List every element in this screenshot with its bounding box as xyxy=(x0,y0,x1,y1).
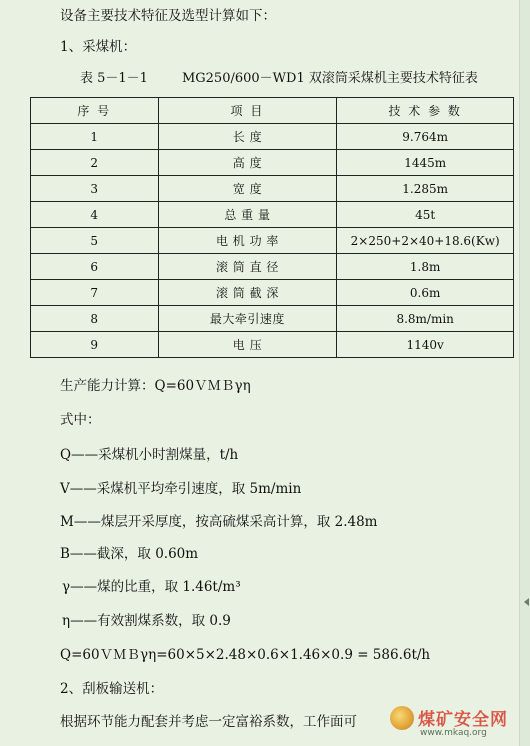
intro-text: 设备主要技术特征及选型计算如下： xyxy=(60,8,276,24)
definition-v: V——采煤机平均牵引速度，取 5m/min xyxy=(60,481,302,497)
watermark-title: 煤矿安全网 xyxy=(418,710,508,730)
row-value: 1140v xyxy=(337,332,514,358)
table-header-row xyxy=(31,98,514,124)
row-index: 3 xyxy=(31,176,159,202)
row-index: 6 xyxy=(31,254,159,280)
spec-table xyxy=(30,97,514,358)
row-item: 电 压 xyxy=(158,332,337,358)
row-value: 9.764m xyxy=(337,124,514,150)
capacity-result: Q=60ＶＭＢγη=60×5×2.48×0.6×1.46×0.9 = 586.6t/h xyxy=(60,647,431,663)
row-item: 滚 筒 截 深 xyxy=(158,280,337,306)
header-index: 序 号 xyxy=(31,98,159,124)
table-caption-title: MG250/600－WD1 双滚筒采煤机主要技术特征表 xyxy=(181,71,478,86)
table-row xyxy=(31,202,514,228)
row-value: 45t xyxy=(337,202,514,228)
section-heading-shearer: 1、采煤机： xyxy=(60,39,137,55)
row-item: 最大牵引速度 xyxy=(158,306,337,332)
vertical-scrollbar[interactable] xyxy=(519,0,530,746)
table-caption-label: 表 5－1－1 xyxy=(80,71,148,86)
row-value: 2×250+2×40+18.6(Kw) xyxy=(337,228,514,254)
table-row xyxy=(31,332,514,358)
definition-b: B——截深，取 0.60m xyxy=(60,546,199,562)
row-item: 长 度 xyxy=(158,124,337,150)
row-index: 5 xyxy=(31,228,159,254)
conveyor-paragraph: 根据环节能力配套并考虑一定富裕系数，工作面可 xyxy=(60,714,357,730)
row-index: 4 xyxy=(31,202,159,228)
table-caption xyxy=(80,70,478,88)
table-row xyxy=(31,306,514,332)
table-row xyxy=(31,176,514,202)
table-row xyxy=(31,150,514,176)
where-label: 式中： xyxy=(60,412,101,428)
row-value: 1445m xyxy=(337,150,514,176)
site-watermark xyxy=(388,703,516,743)
row-index: 1 xyxy=(31,124,159,150)
row-item: 电 机 功 率 xyxy=(158,228,337,254)
row-item: 总 重 量 xyxy=(158,202,337,228)
row-index: 8 xyxy=(31,306,159,332)
definition-eta: η——有效割煤系数，取 0.9 xyxy=(62,613,231,629)
row-value: 1.285m xyxy=(337,176,514,202)
table-row xyxy=(31,228,514,254)
definition-q: Q——采煤机小时割煤量，t/h xyxy=(60,447,239,463)
row-value: 1.8m xyxy=(337,254,514,280)
table-row xyxy=(31,280,514,306)
definition-gamma: γ——煤的比重，取 1.46t/m³ xyxy=(62,579,241,595)
row-value: 8.8m/min xyxy=(337,306,514,332)
watermark-logo-icon xyxy=(390,706,414,730)
row-index: 9 xyxy=(31,332,159,358)
table-row xyxy=(31,124,514,150)
header-item: 项 目 xyxy=(158,98,337,124)
header-parameter: 技 术 参 数 xyxy=(337,98,514,124)
row-item: 滚 筒 直 径 xyxy=(158,254,337,280)
scroll-arrow-icon[interactable] xyxy=(524,598,529,606)
row-item: 高 度 xyxy=(158,150,337,176)
row-index: 2 xyxy=(31,150,159,176)
row-index: 7 xyxy=(31,280,159,306)
section-heading-conveyor: 2、刮板输送机： xyxy=(60,681,164,697)
row-value: 0.6m xyxy=(337,280,514,306)
watermark-url: www.mkaq.org xyxy=(420,728,487,738)
capacity-formula: 生产能力计算：Q=60ＶＭＢγη xyxy=(60,378,251,394)
definition-m: M——煤层开采厚度，按高硫煤采高计算，取 2.48m xyxy=(60,514,378,530)
row-item: 宽 度 xyxy=(158,176,337,202)
table-row xyxy=(31,254,514,280)
